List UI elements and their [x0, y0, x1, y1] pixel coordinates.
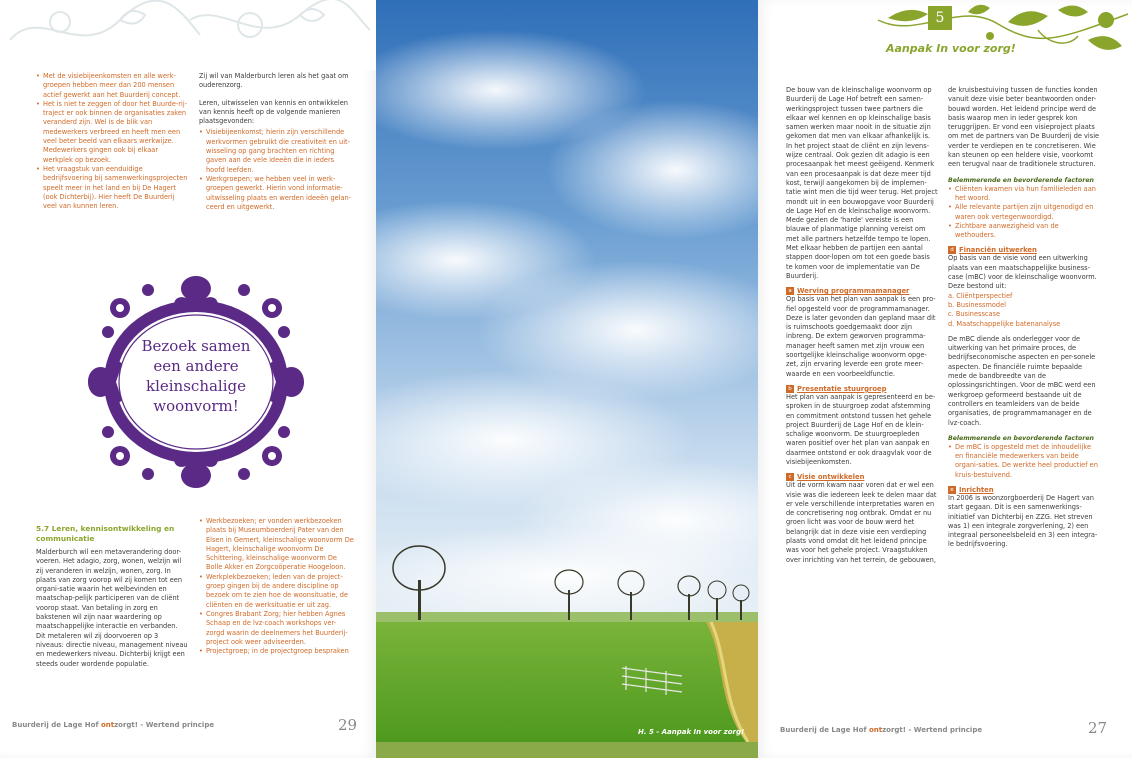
subsection-body: Het plan van aanpak is gepresenteerd en be-sproken in de stuurgroep zodat afstemming en commitment ontstond tussen het gehele project Buurderij de Lage Hof en de klein-schalige woonvorm. De stuurgroepleden waren positief over het plan van aanpak en daarmee ontstond er ook draagvlak voor de visiebijeenkomsten. — [786, 392, 936, 466]
section-5-7 — [36, 524, 188, 669]
subsection-letter: a — [786, 287, 794, 295]
list-item: d. Maatschappelijke batenanalyse — [948, 319, 1061, 328]
intro-paragraph: De bouw van de kleinschalige woonvorm op Buurderij de Lage Hof betreft een samen-werkingsproject tussen twee partners die elkaar wel kennen en op kleinschalige basis samen werken maar nooit in de situatie zijn gekomen dat men van elkaar afhankelijk is. In het project staat de cliënt en zijn levens-wijze centraal. Ook gezien dit adagio is een procesaanpak het meest geëigend. Kenmerk van een procesaanpak is dat deze meer tijd kost, terwijl aangekomen bij de implemen-tatie wint men die tijd weer terug. Het project mondt uit in een bouwopgave voor Buurderij de Lage Hof en de kleinschalige woonvorm. Mede gezien de 'harde' vereiste is een blauwe of planmatige planning vereist om met alle partners hetzelfde tempo te lopen. Met elkaar hebben de partijen een aantal stappen door-lopen om tot een goede basis te komen voor de implementatie van De Buurderij. — [786, 86, 938, 280]
subsection-a — [786, 287, 938, 295]
footer-accent: ont — [868, 726, 883, 734]
footer — [780, 726, 982, 734]
subsection-letter: b — [786, 385, 794, 393]
subsection-body: Op basis van de visie vond een uitwerking plaats van een maatschappelijke business-case (mBC) voor de kleinschalige woonvorm. Deze bestond uit: — [948, 254, 1097, 291]
list-item: • Werkgroepen; we hebben veel in werk-groepen gewerkt. Hierin vond informatie-uitwisseling plaats en werden ideeën gelan-ceerd en uitgewerkt. — [199, 175, 354, 212]
chapter-title: Aanpak In voor zorg! — [886, 42, 1016, 55]
top-bullet-list — [36, 72, 188, 211]
list-item: • Werkbezoeken; er vonden werkbezoeken plaats bij Museumboerderij Pater van den Elsen in Gemert, kleinschalige woonvorm De Hagert, kleinschalige woonvorm De Schittering, kleinschalige woonvorm De Bolle Akker en Zorgcoöperatie Hoogeloon. — [199, 517, 354, 573]
right-page — [758, 0, 1132, 758]
subsection-e — [948, 486, 1100, 494]
subsection-letter: e — [948, 486, 956, 494]
photo-caption: H. 5 - Aanpak In voor zorg! — [638, 728, 745, 736]
factors-heading: Belemmerende en bevorderende factoren — [948, 176, 1094, 184]
subsection-b — [786, 385, 938, 393]
factors-heading: Belemmerende en bevorderende factoren — [948, 434, 1094, 442]
list-item: • Werkplekbezoeken; leden van de project-groep gingen bij de andere discipline op bezoek om te zien hoe de woonsituatie, de cliënten en de werksituatie er uit zag. — [199, 573, 354, 610]
section-heading: 5.7 Leren, kennisontwikkeling en — [36, 524, 175, 533]
emblem-line: Bezoek samen — [141, 337, 251, 355]
footer — [12, 721, 214, 729]
subsection-c — [786, 473, 938, 481]
subsection-body-2: De mBC diende als onderlegger voor de uitwerking van het primaire proces, de bedrijfseconomische aspecten en per-sonele aspecten. De financiële ruimte bepaalde mede de bandbreedte van de oplossingsrichtingen. Voor de mBC werd een werkgroep geformeerd bestaande uit de controllers en teamleiders van de beide organisaties, de programmamanager en de lvz-coach. — [948, 334, 1096, 427]
top-right-column — [199, 72, 354, 212]
page-number: 27 — [1088, 719, 1108, 737]
subsection-title: Visie ontwikkelen — [797, 473, 865, 482]
top-left-column — [36, 72, 188, 211]
list-item: • Het vraagstuk van eenduidige bedrijfsvoering bij samenwerkingsprojecten speelt meer in het land en bij De Hagert (ook Dichterbij). Hier heeft De Buurderij veel van kunnen leren. — [36, 165, 188, 211]
intro-text: Zij wil van Malderburch leren als het gaat om ouderenzorg. — [199, 72, 349, 90]
visits-bullet-list — [199, 517, 354, 656]
learning-paragraph: Leren, uitwisselen van kennis en ontwikkelen van kennis heeft op de volgende manieren plaatsgevonden: — [199, 98, 348, 126]
subsection-title: Financiën uitwerken — [959, 246, 1037, 255]
emblem — [78, 262, 314, 498]
footer-subtitle: zorgt! - Wertend principe — [114, 721, 215, 729]
landscape-photo — [376, 0, 758, 758]
footer-title: Buurderij de Lage Hof — [780, 726, 869, 734]
subsection-d — [948, 246, 1100, 254]
footer-subtitle: zorgt! - Wertend principe — [882, 726, 983, 734]
list-item: • Zichtbare aanwezigheid van de wethouders. — [948, 222, 1100, 241]
column-intro: de kruisbestuiving tussen de functies konden vanuit deze visie beter beantwoorden onder-bouwd worden. Het leidend principe werd de basis waarop men in ieder gesprek kon teruggrijpen. Er vond een visieproject plaats om met de partners van De Buurderij de visie verder te verdiepen en te concretiseren. Wie kan steunen op een heldere visie, voorkomt een terugval naar de traditionele structuren. — [948, 86, 1100, 169]
section-heading-cont: communicatie — [36, 533, 95, 543]
list-item: • De mBC is opgesteld met de inhoudelijke en financiële medewerkers van beide organi-saties. De werkte heel productief en kruis-bestuivend. — [948, 443, 1100, 480]
emblem-line: woonvorm! — [153, 397, 239, 415]
list-item: • Projectgroep; in de projectgroep bespraken — [199, 647, 354, 656]
bottom-right-column — [199, 517, 354, 656]
list-item: • Visiebijeenkomst; hierin zijn verschillende werkvormen gebruikt die creativiteit en uit-wisseling op gang brachten en richting gaven aan de vele ideeën die in ieders hoofd leefden. — [199, 128, 354, 174]
subsection-letter: d — [948, 246, 956, 254]
list-item: • Met de visiebijeenkomsten en alle werk-groepen hebben meer dan 200 mensen actief gewerkt aan het Buurderij concept. — [36, 72, 188, 100]
right-column-2 — [948, 86, 1100, 550]
list-item: c. Businesscase — [948, 310, 1001, 319]
subsection-body: Op basis van het plan van aanpak is een pro-fiel opgesteld voor de programmamanager. Deze is later gevonden dan gepland maar dit is ruimschoots goedgemaakt door zijn inbreng. De extern geworven programma-manager heeft samen met zijn vrouw een soortgelijke kleinschalige woonvorm opge-zet, zijn ervaring leverde een grote meer-waarde en een voorbeeldfunctie. — [786, 295, 936, 378]
emblem-line: een andere — [153, 357, 239, 375]
list-item: • Cliënten kwamen via hun familieleden aan het woord. — [948, 185, 1100, 204]
chapter-number: 5 — [928, 6, 952, 30]
list-item: • Congres Brabant Zorg; hier hebben Agnes Schaap en de lvz-coach workshops ver-zorgd waarin de deelnemers het Buurderij-project ook weer adviseerden. — [199, 610, 354, 647]
page-number: 29 — [338, 716, 358, 734]
factors-list — [948, 443, 1100, 480]
list-item: b. Businessmodel — [948, 300, 1006, 309]
subsection-body: In 2006 is woonzorgboerderij De Hagert van start gegaan. Dit is een samenwerkings-initiatief van Dichterbij en ZZG. Het streven was 1) een integrale zorgverlening, 2) een integraal personeelsbeleid en 3) een integra-le bedrijfsvoering. — [948, 493, 1098, 549]
list-item: • Alle relevante partijen zijn uitgenodigd en waren ook vertegenwoordigd. — [948, 203, 1100, 222]
emblem-line: kleinschalige — [146, 377, 246, 395]
list-item: • Het is niet te zeggen of door het Buurde-rij-traject er ook binnen de organisaties zaken veranderd zijn. Wel is de blik van medewerkers verbreed en heeft men een veel beter beeld van elkaars werkwijze. Medewerkers gingen ook bij elkaar werkplek op bezoek. — [36, 100, 188, 165]
right-column-1 — [786, 86, 938, 565]
subsection-title: Inrichten — [959, 485, 994, 494]
subsection-letter: c — [786, 473, 794, 481]
emblem-text — [118, 336, 274, 416]
landscape-photo-image — [376, 0, 758, 758]
learning-bullet-list — [199, 128, 354, 212]
business-case-list — [948, 292, 1100, 329]
floral-header-ornament — [0, 0, 376, 70]
list-item: a. Cliëntperspectief — [948, 291, 1013, 300]
subsection-title: Presentatie stuurgroep — [797, 384, 887, 393]
subsection-body: Uit de vorm kwam naar voren dat er wel een visie was die iedereen leek te delen maar dat er vele verschillende interpretaties waren en de concretisering nog ontbrak. Omdat er nu groen licht was voor de bouw werd het belangrijk dat in deze visie een verdieping plaats vond omdat dit het leidend principe was voor het gehele project. Vraagstukken over inrichting van het terrein, de gebouwen, — [786, 481, 937, 564]
section-body: Malderburch wil een metaverandering door-voeren. Het adagio, zorg, wonen, welzijn wil zij veranderen in welzijn, wonen, zorg. In plaats van zorg voorop wil zij komen tot een organi-satie waarin het welbevinden en maatschap-pelijk participeren van de cliënt voorop staat. Van betaling in zorg en bakstenen wil zijn naar waardering op maatschappelijke interactie en verbanden. Dit metaleren wil zij doorvoeren op 3 niveaus: directie niveau, management niveau en medewerkers niveau. Dichterbij krijgt een steeds ouder wordende populatie. — [36, 548, 188, 668]
subsection-title: Werving programmamanager — [797, 287, 910, 296]
left-page — [0, 0, 376, 758]
factors-list — [948, 185, 1100, 241]
footer-accent: ont — [100, 721, 115, 729]
footer-title: Buurderij de Lage Hof — [12, 721, 101, 729]
